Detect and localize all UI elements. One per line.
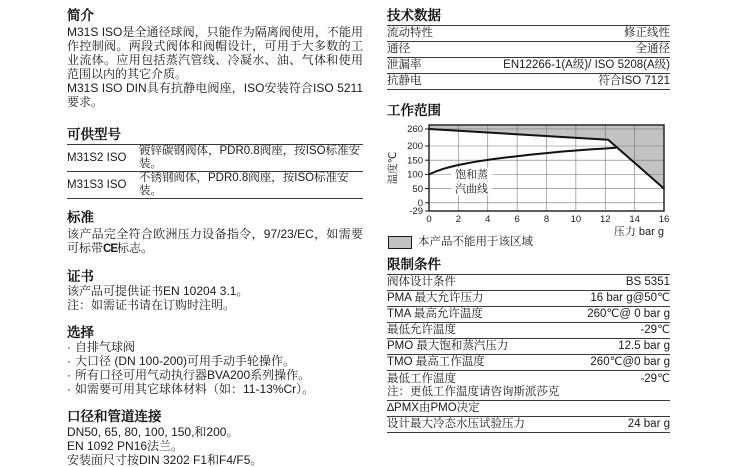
limit-value: 260℃@ 0 bar g (587, 308, 670, 320)
option-text: 自排气球阀 (75, 340, 136, 354)
limit-label: 最低工作温度 (387, 372, 456, 385)
limit-note: 注：更低工作温度请咨询斯派莎克 (387, 386, 560, 398)
table-row (387, 74, 670, 90)
y-axis-label: 温度℃ (387, 151, 399, 185)
section-title-connections: 口径和管道连接 (67, 409, 162, 424)
svg-text:10: 10 (570, 214, 582, 225)
limit-value: 260℃@0 bar g (590, 356, 670, 368)
annotation-saturated-steam: 汽曲线 (455, 183, 489, 196)
section-title-standards: 标准 (67, 210, 94, 225)
chart-canvas (387, 120, 670, 248)
limit-label: PMA 最大允许压力 (387, 292, 484, 304)
table-row (387, 417, 670, 433)
svg-text:14: 14 (629, 214, 640, 225)
table-row (387, 401, 670, 417)
limit-label: PMO 最大饱和蒸汽压力 (387, 340, 509, 352)
list-item (67, 382, 363, 396)
limit-value: 12.5 bar g (618, 340, 670, 352)
bullet: · (67, 368, 71, 382)
list-item (67, 368, 363, 382)
working-range-chart (387, 120, 670, 250)
spec-label: 通径 (387, 43, 410, 55)
table-row (387, 339, 670, 355)
standards-text-suffix: 标志。 (117, 241, 154, 255)
spec-value: 修正线性 (624, 27, 670, 39)
section-title-working-range: 工作范围 (387, 103, 441, 118)
limit-label: ∆PMX由PMO决定 (387, 402, 480, 414)
limit-label: TMO 最高工作温度 (387, 356, 485, 368)
table-row (387, 323, 670, 339)
bullet: · (67, 340, 71, 354)
svg-text:0: 0 (426, 214, 432, 225)
certificates-line-2: 注：如需证书请在订购时注明。 (67, 298, 236, 312)
svg-text:150: 150 (407, 155, 423, 167)
section-title-tech-data: 技术数据 (387, 8, 441, 23)
option-text: 所有口径可用气动执行器BVA200系列操作。 (75, 368, 311, 382)
connections-line-2: EN 1092 PN16法兰。 (67, 439, 184, 453)
ce-mark: CE (103, 243, 117, 255)
svg-text:200: 200 (407, 141, 423, 153)
table-row (67, 172, 363, 199)
intro-paragraph-2: M31S ISO DIN具有抗静电阀座，ISO安装符合ISO 5211要求。 (67, 81, 363, 109)
table-row (387, 355, 670, 371)
limit-label: TMA 最高允许温度 (387, 308, 483, 320)
list-item (67, 354, 363, 368)
limiting-conditions-table (387, 274, 670, 433)
limit-label: 最低允许温度 (387, 324, 456, 336)
svg-text:6: 6 (514, 214, 520, 225)
model-description: 镀锌碳钢阀体，PDR0.8阀座，按ISO标准安装。 (139, 145, 361, 170)
intro-paragraph-1: M31S ISO是全通径球阀，只能作为隔离阀使用，不能用作控制阀。两段式阀体和阀帽设计，可用于大多数的工业流体。应用包括蒸汽管线、冷凝水、油、气体和使用范围以内的其它介质。 (67, 25, 363, 81)
section-title-limiting-conditions: 限制条件 (387, 257, 441, 272)
section-title-certificates: 证书 (67, 269, 94, 284)
table-row (387, 307, 670, 323)
models-table (67, 144, 363, 199)
table-row (387, 58, 670, 74)
table-row (387, 26, 670, 42)
spec-value: 全通径 (635, 43, 670, 55)
svg-text:0: 0 (417, 197, 423, 209)
limit-label: 设计最大冷态水压试验压力 (387, 418, 525, 430)
table-row (387, 275, 670, 291)
legend-label: 本产品不能用于该区域 (418, 235, 533, 248)
chart-legend (388, 235, 533, 249)
tech-data-table (387, 25, 670, 90)
certificates-line-1: 该产品可提供证书EN 10204 3.1。 (67, 284, 249, 298)
annotation-saturated-steam: 饱和蒸 (455, 169, 489, 182)
standards-paragraph (67, 227, 363, 256)
spec-label: 抗静电 (387, 75, 422, 87)
limit-value: -29℃ (640, 372, 670, 385)
option-text: 如需要可用其它球体材料（如：11-13%Cr）。 (75, 382, 315, 396)
section-title-intro: 简介 (67, 8, 94, 23)
standards-text: 该产品完全符合欧洲压力设备指令，97/23/EC，如需要可标带 (67, 227, 363, 255)
svg-text:100: 100 (407, 169, 423, 181)
model-code: M31S2 ISO (67, 151, 127, 164)
section-title-models: 可供型号 (67, 127, 121, 142)
limit-value: 16 bar g@50℃ (590, 292, 670, 304)
legend-swatch-excluded-region (388, 236, 412, 249)
limit-value: BS 5351 (625, 276, 670, 288)
table-row-with-note (387, 371, 670, 401)
right-column (387, 8, 670, 433)
left-column (67, 8, 363, 467)
limit-value: -29℃ (640, 324, 670, 336)
limit-label: 阀体设计条件 (387, 276, 456, 288)
table-row (387, 291, 670, 307)
list-item (67, 340, 363, 354)
table-row (387, 42, 670, 58)
section-title-options: 选择 (67, 325, 94, 340)
bullet: · (67, 382, 71, 396)
model-description: 不锈钢阀体，PDR0.8阀座，按ISO标准安装。 (139, 172, 349, 197)
table-row (67, 145, 363, 172)
svg-text:50: 50 (412, 183, 423, 195)
spec-value: EN12266-1(A级)/ ISO 5208(A级) (503, 59, 670, 71)
connections-line-1: DN50, 65, 80, 100, 150,和200。 (67, 425, 239, 439)
svg-text:8: 8 (543, 214, 550, 225)
svg-text:16: 16 (658, 214, 670, 225)
x-axis-label: 压力 bar g (613, 226, 664, 238)
spec-label: 泄漏率 (387, 59, 422, 71)
svg-text:260: 260 (407, 124, 423, 136)
spec-value: 符合ISO 7121 (598, 75, 670, 87)
model-code: M31S3 ISO (67, 178, 127, 191)
svg-text:12: 12 (599, 214, 611, 225)
svg-text:2: 2 (455, 214, 462, 225)
bullet: · (67, 354, 71, 368)
connections-line-3: 安装面尺寸按DIN 3202 F1和F4/F5。 (67, 453, 263, 467)
spec-label: 流动特性 (387, 27, 433, 39)
limit-value: 24 bar g (627, 418, 670, 430)
svg-text:4: 4 (485, 214, 491, 225)
svg-text:-29: -29 (409, 206, 423, 218)
option-text: 大口径 (DN 100-200)可用手动手轮操作。 (75, 354, 296, 368)
